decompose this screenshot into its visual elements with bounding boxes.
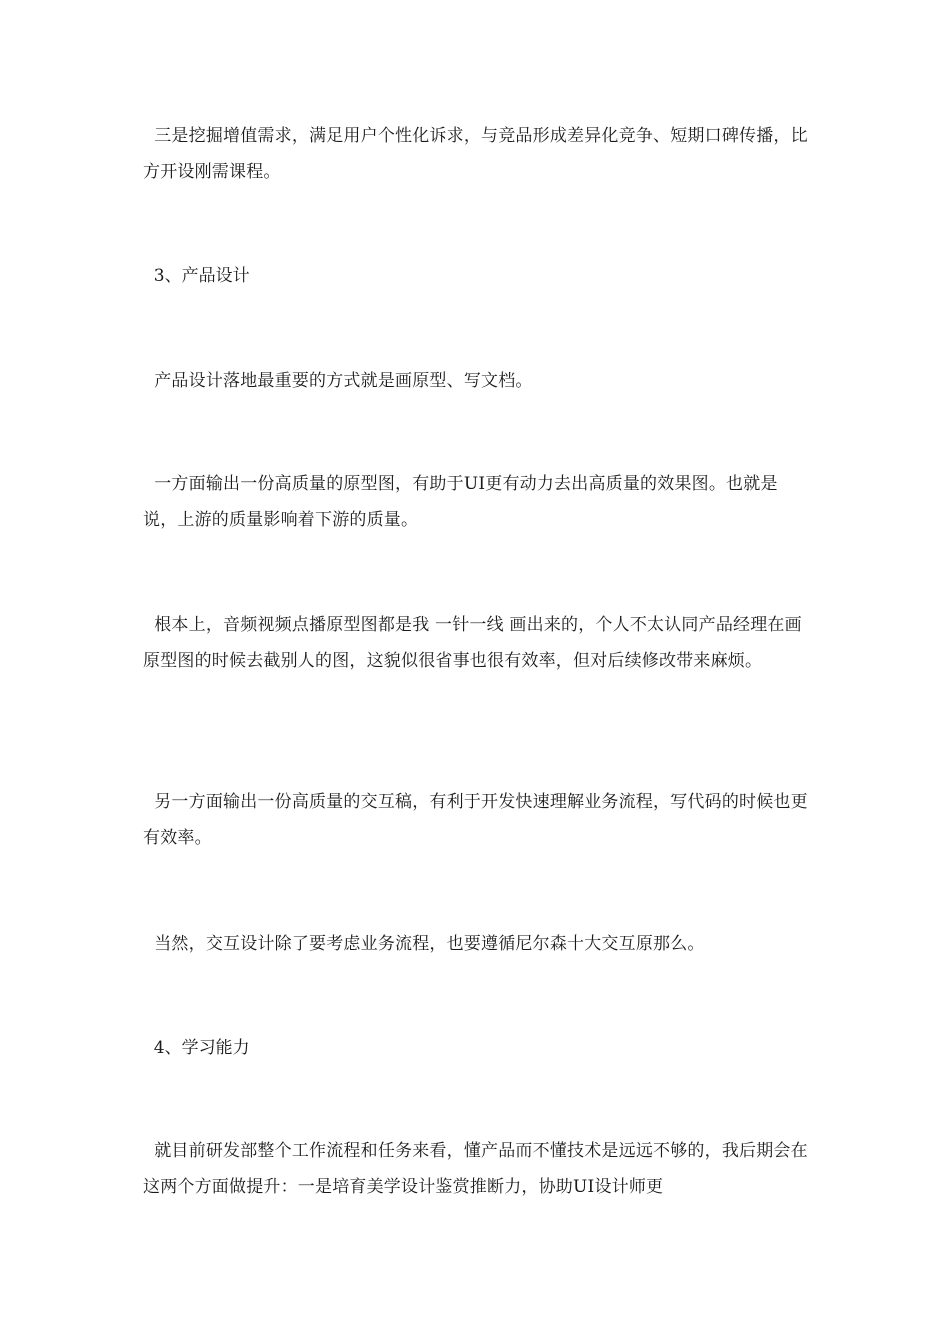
paragraph-prototype-quality: 一方面输出一份高质量的原型图，有助于UI更有动力去出高质量的效果图。也就是说，上游的质量影响着下游的质量。 [143, 474, 778, 530]
section-heading-learning-ability: 4、学习能力 [143, 1038, 250, 1058]
paragraph-hand-drawn-prototypes: 根本上，音频视频点播原型图都是我 一针一线 画出来的，个人不太认同产品经理在画原型图的时候去截别人的图，这貌似很省事也很有效率，但对后续修改带来麻烦。 [143, 615, 802, 671]
paragraph-nielsen-principles: 当然，交互设计除了要考虑业务流程，也要遵循尼尔森十大交互原那么。 [143, 934, 705, 954]
paragraph-interaction-draft: 另一方面输出一份高质量的交互稿，有利于开发快速理解业务流程，写代码的时候也更有效率。 [143, 792, 808, 848]
paragraph-value-added-needs: 三是挖掘增值需求，满足用户个性化诉求，与竞品形成差异化竞争、短期口碑传播，比方开设刚需课程。 [143, 126, 808, 182]
paragraph-tech-and-product: 就目前研发部整个工作流程和任务来看，懂产品而不懂技术是远远不够的，我后期会在这两个方面做提升：一是培育美学设计鉴赏推断力，协助UI设计师更 [143, 1141, 808, 1197]
section-heading-product-design: 3、产品设计 [143, 266, 250, 286]
paragraph-prototype-docs: 产品设计落地最重要的方式就是画原型、写文档。 [143, 371, 533, 391]
